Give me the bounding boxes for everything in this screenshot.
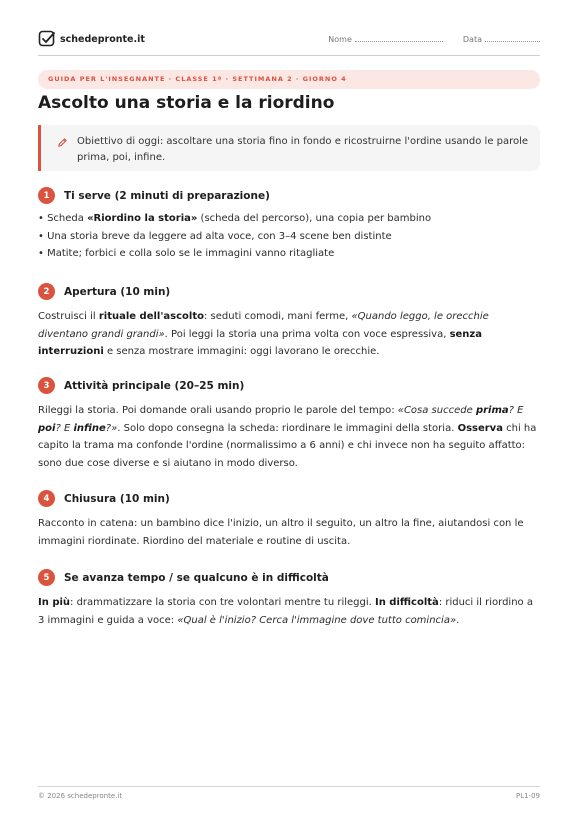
checkbox-logo-icon [38, 30, 56, 48]
brand-name: schedepronte.it [60, 33, 145, 45]
list-item: • Scheda «Riordino la storia» (scheda del percorso), una copia per bambino [38, 213, 432, 224]
banner-text: GUIDA PER L'INSEGNANTE · CLASSE 1ª · SETTIMANA 2 · GIORNO 4 [48, 75, 347, 83]
section-title: Attività principale (20–25 min) [64, 379, 245, 392]
objective-box [38, 125, 540, 171]
name-label: Nome [328, 35, 352, 44]
student-fields [328, 35, 540, 44]
section-materials [38, 187, 540, 263]
section-main-activity [38, 377, 540, 472]
materials-list [38, 210, 540, 263]
brand [38, 30, 145, 48]
section-text: In più: drammatizzare la storia con tre volontari mentre tu rileggi. In difficoltà: riduci il riordino a 3 immagini e guida a voce: «Qual è l'inizio? Cerca l'immagine dove tutto comincia». [38, 597, 533, 626]
section-title: Chiusura (10 min) [64, 492, 170, 505]
list-item: • Matite; forbici e colla solo se le immagini vanno ritagliate [38, 248, 335, 259]
section-number: 5 [38, 569, 55, 586]
section-number: 2 [38, 283, 55, 300]
page-code: PL1-09 [515, 792, 540, 800]
pencil-icon [57, 137, 68, 148]
section-number: 3 [38, 377, 55, 394]
date-field[interactable] [463, 35, 540, 44]
date-label: Data [462, 35, 482, 44]
guide-banner [38, 70, 540, 89]
section-title: Se avanza tempo / se qualcuno è in difficoltà [64, 571, 329, 584]
section-closing [38, 490, 540, 550]
section-text: Rileggi la storia. Poi domande orali usando proprio le parole del tempo: «Cosa succede prima? E poi? E infine?». Solo dopo consegna la scheda: riordinare le immagini della storia. Osserva chi ha capito la trama ma confonde l'ordine (normalissimo a 6 anni) e chi invece non ha seguito affatto: sono due cose diverse e si aiutano in modo diverso. [38, 405, 537, 469]
name-field[interactable] [328, 35, 443, 44]
section-number: 1 [38, 187, 55, 204]
page-header [38, 30, 540, 56]
section-title: Ti serve (2 minuti di preparazione) [64, 189, 270, 202]
section-title: Apertura (10 min) [64, 285, 171, 298]
objective-text: Obiettivo di oggi: ascoltare una storia fino in fondo e ricostruirne l'ordine usando le parole prima, poi, infine. [77, 136, 529, 163]
section-text: Racconto in catena: un bambino dice l'inizio, un altro il seguito, un altro la fine, aiutandosi con le immagini riordinate. Riordino del materiale e routine di uscita. [38, 518, 524, 547]
list-item: • Una storia breve da leggere ad alta voce, con 3–4 scene ben distinte [38, 230, 392, 242]
page-footer [38, 786, 540, 800]
section-extra [38, 569, 540, 629]
copyright: © 2026 schedepronte.it [38, 792, 123, 800]
section-text: Costruisci il rituale dell'ascolto: seduti comodi, mani ferme, «Quando leggo, le orecchie diventano grandi grandi». Poi leggi la storia una prima volta con voce espressiva, senza interruzioni e senza mostrare immagini: oggi lavorano le orecchie. [38, 311, 489, 357]
page-title: Ascolto una storia e la riordino [38, 93, 335, 113]
section-number: 4 [38, 490, 55, 507]
section-opening [38, 283, 540, 361]
